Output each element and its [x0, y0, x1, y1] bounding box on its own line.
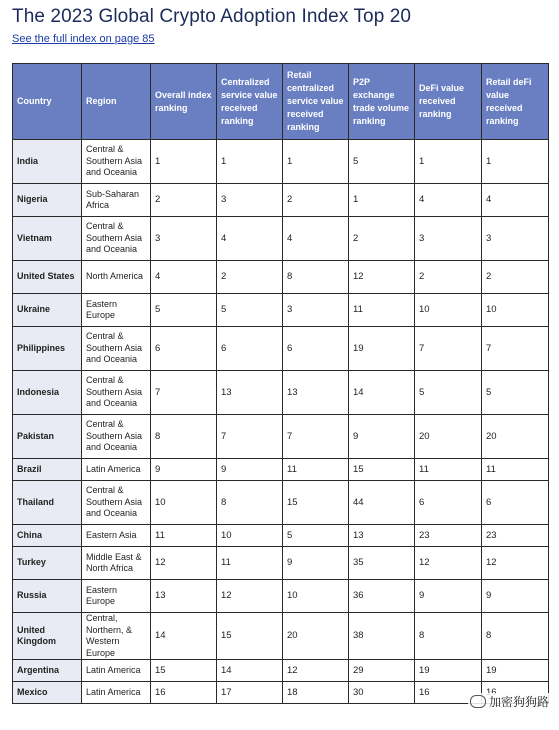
region-cell: Latin America	[82, 459, 151, 481]
retail-centralized-rank-cell: 9	[283, 547, 349, 580]
overall-rank-cell: 1	[151, 140, 217, 184]
centralized-rank-cell: 3	[217, 184, 283, 217]
retail-defi-rank-cell: 19	[482, 660, 549, 682]
region-cell: Sub-Saharan Africa	[82, 184, 151, 217]
country-cell: Nigeria	[13, 184, 82, 217]
retail-centralized-rank-cell: 12	[283, 660, 349, 682]
table-row	[13, 261, 549, 294]
overall-rank-cell: 6	[151, 327, 217, 371]
column-header: P2P exchange trade volume ranking	[349, 64, 415, 140]
p2p-rank-cell: 35	[349, 547, 415, 580]
p2p-rank-cell: 29	[349, 660, 415, 682]
region-cell: North America	[82, 261, 151, 294]
retail-centralized-rank-cell: 3	[283, 294, 349, 327]
table-row	[13, 660, 549, 682]
country-cell: Pakistan	[13, 415, 82, 459]
table-row	[13, 184, 549, 217]
retail-centralized-rank-cell: 1	[283, 140, 349, 184]
p2p-rank-cell: 11	[349, 294, 415, 327]
overall-rank-cell: 9	[151, 459, 217, 481]
defi-rank-cell: 10	[415, 294, 482, 327]
defi-rank-cell: 7	[415, 327, 482, 371]
retail-defi-rank-cell: 10	[482, 294, 549, 327]
country-cell: Indonesia	[13, 371, 82, 415]
retail-defi-rank-cell: 7	[482, 327, 549, 371]
defi-rank-cell: 16	[415, 682, 482, 704]
retail-defi-rank-cell: 12	[482, 547, 549, 580]
country-cell: Turkey	[13, 547, 82, 580]
centralized-rank-cell: 13	[217, 371, 283, 415]
defi-rank-cell: 6	[415, 481, 482, 525]
region-cell: Eastern Asia	[82, 525, 151, 547]
retail-defi-rank-cell: 11	[482, 459, 549, 481]
defi-rank-cell: 1	[415, 140, 482, 184]
p2p-rank-cell: 36	[349, 580, 415, 613]
p2p-rank-cell: 13	[349, 525, 415, 547]
retail-defi-rank-cell: 3	[482, 217, 549, 261]
defi-rank-cell: 5	[415, 371, 482, 415]
retail-defi-rank-cell: 23	[482, 525, 549, 547]
country-cell: Thailand	[13, 481, 82, 525]
defi-rank-cell: 9	[415, 580, 482, 613]
retail-centralized-rank-cell: 11	[283, 459, 349, 481]
defi-rank-cell: 20	[415, 415, 482, 459]
country-cell: China	[13, 525, 82, 547]
defi-rank-cell: 19	[415, 660, 482, 682]
centralized-rank-cell: 1	[217, 140, 283, 184]
defi-rank-cell: 4	[415, 184, 482, 217]
country-cell: Brazil	[13, 459, 82, 481]
defi-rank-cell: 3	[415, 217, 482, 261]
table-row	[13, 613, 549, 660]
overall-rank-cell: 5	[151, 294, 217, 327]
table-header-row	[13, 64, 549, 140]
retail-centralized-rank-cell: 6	[283, 327, 349, 371]
p2p-rank-cell: 9	[349, 415, 415, 459]
overall-rank-cell: 4	[151, 261, 217, 294]
country-cell: United States	[13, 261, 82, 294]
watermark	[468, 693, 551, 710]
page-title: The 2023 Global Crypto Adoption Index Top 20	[12, 6, 412, 27]
adoption-index-table	[12, 63, 549, 704]
retail-centralized-rank-cell: 10	[283, 580, 349, 613]
table-row	[13, 294, 549, 327]
retail-centralized-rank-cell: 2	[283, 184, 349, 217]
centralized-rank-cell: 15	[217, 613, 283, 660]
centralized-rank-cell: 14	[217, 660, 283, 682]
overall-rank-cell: 8	[151, 415, 217, 459]
p2p-rank-cell: 12	[349, 261, 415, 294]
column-header: Retail centralized service value received ranking	[283, 64, 349, 140]
overall-rank-cell: 12	[151, 547, 217, 580]
centralized-rank-cell: 2	[217, 261, 283, 294]
p2p-rank-cell: 1	[349, 184, 415, 217]
p2p-rank-cell: 38	[349, 613, 415, 660]
retail-centralized-rank-cell: 7	[283, 415, 349, 459]
table-row	[13, 371, 549, 415]
retail-centralized-rank-cell: 18	[283, 682, 349, 704]
table-row	[13, 580, 549, 613]
region-cell: Latin America	[82, 660, 151, 682]
table-row	[13, 217, 549, 261]
table-row	[13, 525, 549, 547]
retail-centralized-rank-cell: 8	[283, 261, 349, 294]
centralized-rank-cell: 9	[217, 459, 283, 481]
centralized-rank-cell: 6	[217, 327, 283, 371]
country-cell: Vietnam	[13, 217, 82, 261]
region-cell: Eastern Europe	[82, 294, 151, 327]
overall-rank-cell: 13	[151, 580, 217, 613]
country-cell: Argentina	[13, 660, 82, 682]
overall-rank-cell: 7	[151, 371, 217, 415]
p2p-rank-cell: 2	[349, 217, 415, 261]
centralized-rank-cell: 8	[217, 481, 283, 525]
p2p-rank-cell: 5	[349, 140, 415, 184]
wechat-icon	[470, 695, 486, 708]
column-header: Centralized service value received ranking	[217, 64, 283, 140]
country-cell: United Kingdom	[13, 613, 82, 660]
defi-rank-cell: 11	[415, 459, 482, 481]
region-cell: Middle East & North Africa	[82, 547, 151, 580]
column-header: Country	[13, 64, 82, 140]
country-cell: India	[13, 140, 82, 184]
p2p-rank-cell: 44	[349, 481, 415, 525]
region-cell: Eastern Europe	[82, 580, 151, 613]
retail-centralized-rank-cell: 4	[283, 217, 349, 261]
column-header: Retail deFi value received ranking	[482, 64, 549, 140]
centralized-rank-cell: 17	[217, 682, 283, 704]
country-cell: Mexico	[13, 682, 82, 704]
country-cell: Philippines	[13, 327, 82, 371]
table-row	[13, 481, 549, 525]
retail-centralized-rank-cell: 15	[283, 481, 349, 525]
retail-defi-rank-cell: 8	[482, 613, 549, 660]
overall-rank-cell: 14	[151, 613, 217, 660]
centralized-rank-cell: 4	[217, 217, 283, 261]
centralized-rank-cell: 5	[217, 294, 283, 327]
overall-rank-cell: 11	[151, 525, 217, 547]
region-cell: Central & Southern Asia and Oceania	[82, 217, 151, 261]
column-header: DeFi value received ranking	[415, 64, 482, 140]
retail-defi-rank-cell: 4	[482, 184, 549, 217]
column-header: Region	[82, 64, 151, 140]
p2p-rank-cell: 14	[349, 371, 415, 415]
region-cell: Central & Southern Asia and Oceania	[82, 371, 151, 415]
region-cell: Central & Southern Asia and Oceania	[82, 481, 151, 525]
region-cell: Central & Southern Asia and Oceania	[82, 140, 151, 184]
retail-centralized-rank-cell: 5	[283, 525, 349, 547]
defi-rank-cell: 23	[415, 525, 482, 547]
retail-defi-rank-cell: 1	[482, 140, 549, 184]
centralized-rank-cell: 12	[217, 580, 283, 613]
region-cell: Latin America	[82, 682, 151, 704]
table-row	[13, 459, 549, 481]
p2p-rank-cell: 15	[349, 459, 415, 481]
region-cell: Central & Southern Asia and Oceania	[82, 327, 151, 371]
retail-centralized-rank-cell: 13	[283, 371, 349, 415]
overall-rank-cell: 15	[151, 660, 217, 682]
overall-rank-cell: 16	[151, 682, 217, 704]
defi-rank-cell: 8	[415, 613, 482, 660]
column-header: Overall index ranking	[151, 64, 217, 140]
overall-rank-cell: 2	[151, 184, 217, 217]
table-row	[13, 140, 549, 184]
country-cell: Russia	[13, 580, 82, 613]
centralized-rank-cell: 7	[217, 415, 283, 459]
overall-rank-cell: 3	[151, 217, 217, 261]
watermark-text: 加密狗狗路	[488, 695, 549, 709]
p2p-rank-cell: 30	[349, 682, 415, 704]
defi-rank-cell: 12	[415, 547, 482, 580]
country-cell: Ukraine	[13, 294, 82, 327]
p2p-rank-cell: 19	[349, 327, 415, 371]
defi-rank-cell: 2	[415, 261, 482, 294]
table-row	[13, 415, 549, 459]
centralized-rank-cell: 10	[217, 525, 283, 547]
centralized-rank-cell: 11	[217, 547, 283, 580]
retail-defi-rank-cell: 20	[482, 415, 549, 459]
region-cell: Central, Northern, & Western Europe	[82, 613, 151, 660]
retail-centralized-rank-cell: 20	[283, 613, 349, 660]
retail-defi-rank-cell: 2	[482, 261, 549, 294]
retail-defi-rank-cell: 9	[482, 580, 549, 613]
region-cell: Central & Southern Asia and Oceania	[82, 415, 151, 459]
retail-defi-rank-cell: 5	[482, 371, 549, 415]
table-row	[13, 547, 549, 580]
table-row	[13, 327, 549, 371]
overall-rank-cell: 10	[151, 481, 217, 525]
retail-defi-rank-cell: 6	[482, 481, 549, 525]
full-index-link[interactable]: See the full index on page 85	[12, 33, 155, 45]
